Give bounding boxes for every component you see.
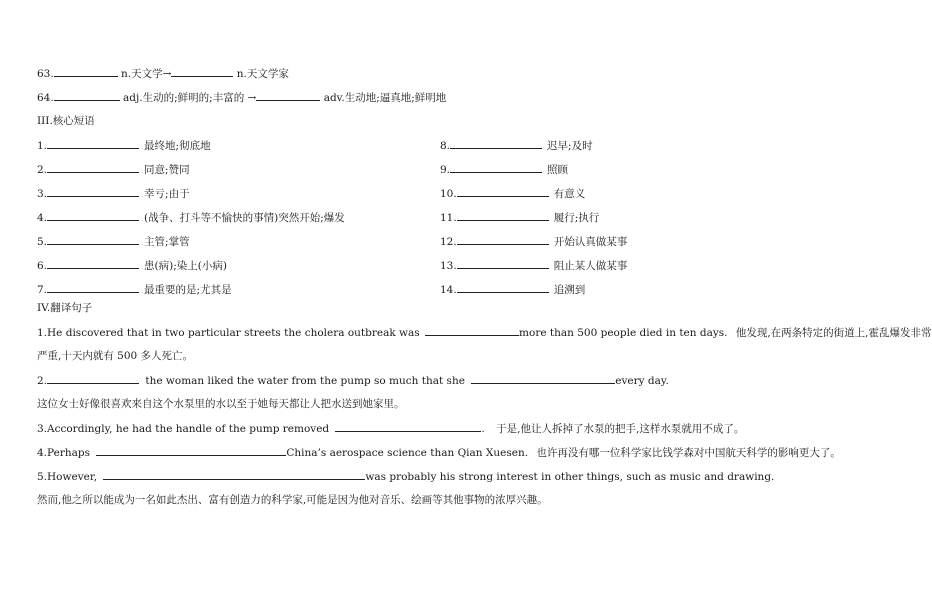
phrase-number: 14.: [440, 284, 457, 296]
sentence-text: 1.He discovered that in two particular streets the cholera outbreak was: [37, 327, 420, 339]
phrase-item: [440, 162, 568, 177]
phrase-item: [440, 186, 585, 201]
answer-blank[interactable]: [47, 258, 139, 269]
answer-blank[interactable]: [457, 234, 549, 245]
phrase-number: 2.: [37, 164, 48, 176]
phrase-item: [37, 162, 190, 177]
phrase-meaning: 开始认真做某事: [553, 236, 628, 248]
phrase-number: 9.: [440, 164, 451, 176]
sentence-text: every day.: [615, 375, 669, 387]
phrase-number: 12.: [440, 236, 457, 248]
phrase-meaning: 最重要的是;尤其是: [144, 284, 232, 296]
answer-blank[interactable]: [471, 373, 615, 384]
answer-blank[interactable]: [103, 469, 365, 480]
sentence-text: 5.However,: [37, 471, 98, 483]
phrase-meaning: 同意;赞同: [144, 164, 190, 176]
sentence-text: more than 500 people died in ten days.: [519, 327, 728, 339]
phrase-number: 6.: [37, 260, 48, 272]
phrase-item: [440, 258, 627, 273]
phrase-number: 4.: [37, 212, 48, 224]
phrase-meaning: 患(病);染上(小病): [144, 260, 227, 272]
phrase-number: 1.: [37, 140, 48, 152]
answer-blank[interactable]: [457, 282, 549, 293]
answer-blank[interactable]: [335, 421, 481, 432]
item-number: 64.: [37, 92, 54, 104]
item-text: adj.生动的;鲜明的;丰富的: [123, 92, 245, 104]
phrase-meaning: 迟早;及时: [547, 140, 593, 152]
phrase-item: [440, 234, 627, 249]
answer-blank[interactable]: [47, 234, 139, 245]
answer-blank[interactable]: [54, 90, 120, 101]
phrase-meaning: 阻止某人做某事: [553, 260, 628, 272]
sentence-translation: 严重,十天内就有 500 多人死亡。: [37, 350, 194, 362]
answer-blank[interactable]: [47, 138, 139, 149]
phrase-meaning: 最终地;彻底地: [144, 140, 211, 152]
sentence-2: [37, 373, 669, 388]
sentence-number: 2.: [37, 375, 48, 387]
answer-blank[interactable]: [47, 186, 139, 197]
section-title: III.核心短语: [37, 115, 95, 127]
answer-blank[interactable]: [47, 282, 139, 293]
sentence-text: the woman liked the water from the pump so much that she: [145, 375, 465, 387]
phrase-number: 5.: [37, 236, 48, 248]
answer-blank[interactable]: [96, 445, 286, 456]
sentence-4: [37, 445, 841, 460]
phrase-meaning: 幸亏;由于: [144, 188, 190, 200]
answer-blank[interactable]: [47, 210, 139, 221]
phrase-item: [440, 282, 585, 297]
answer-blank[interactable]: [450, 162, 542, 173]
item-text: n.天文学家: [236, 68, 289, 80]
sentence-5: [37, 469, 774, 484]
sentence-1: [37, 325, 932, 340]
phrase-number: 11.: [440, 212, 457, 224]
answer-blank[interactable]: [457, 210, 549, 221]
phrase-meaning: 履行;执行: [553, 212, 600, 224]
sentence-text: 3.Accordingly, he had the handle of the pump removed: [37, 423, 330, 435]
phrase-item: [37, 138, 211, 153]
phrase-number: 7.: [37, 284, 48, 296]
phrase-number: 10.: [440, 188, 457, 200]
phrase-meaning: (战争、打斗等不愉快的事情)突然开始;爆发: [144, 212, 345, 224]
sentence-text: 4.Perhaps: [37, 447, 90, 459]
answer-blank[interactable]: [47, 373, 139, 384]
arrow: →: [247, 92, 257, 104]
answer-blank[interactable]: [450, 138, 542, 149]
phrase-meaning: 追溯到: [553, 284, 586, 296]
phrase-item: [37, 234, 190, 249]
phrase-item: [440, 210, 599, 225]
answer-blank[interactable]: [457, 186, 549, 197]
vocab-item-64: [37, 90, 446, 105]
phrase-item: [37, 282, 232, 297]
answer-blank[interactable]: [171, 66, 233, 77]
sentence-text: was probably his strong interest in other things, such as music and drawing.: [365, 471, 775, 483]
phrase-number: 13.: [440, 260, 457, 272]
phrase-item: [37, 258, 227, 273]
item-number: 63.: [37, 68, 54, 80]
sentence-translation: 于是,他让人拆掉了水泵的把手,这样水泵就用不成了。: [496, 423, 745, 435]
phrase-item: [440, 138, 593, 153]
sentence-translation: 这位女士好像很喜欢来自这个水泵里的水以至于她每天都让人把水送到她家里。: [37, 398, 405, 410]
section-title: IV.翻译句子: [37, 302, 93, 314]
phrase-meaning: 有意义: [553, 188, 586, 200]
item-text: n.天文学→: [121, 68, 172, 80]
answer-blank[interactable]: [457, 258, 549, 269]
sentence-translation: 然而,他之所以能成为一名如此杰出、富有创造力的科学家,可能是因为他对音乐、绘画等其他事物的浓厚兴趣。: [37, 494, 548, 506]
sentence-translation: 也许再没有哪一位科学家比钱学森对中国航天科学的影响更大了。: [536, 447, 841, 459]
answer-blank[interactable]: [256, 90, 320, 101]
sentence-translation: 他发现,在两条特定的街道上,霍乱爆发非常: [735, 327, 932, 339]
phrase-item: [37, 186, 190, 201]
vocab-item-63: [37, 66, 289, 81]
phrase-meaning: 照顾: [547, 164, 569, 176]
answer-blank[interactable]: [425, 325, 519, 336]
sentence-text: China’s aerospace science than Qian Xuesen.: [286, 447, 529, 459]
answer-blank[interactable]: [47, 162, 139, 173]
phrase-number: 3.: [37, 188, 48, 200]
sentence-3: [37, 421, 744, 436]
answer-blank[interactable]: [54, 66, 118, 77]
sentence-text: .: [481, 423, 485, 435]
phrase-meaning: 主管;掌管: [144, 236, 190, 248]
phrase-item: [37, 210, 345, 225]
item-text: adv.生动地;逼真地;鲜明地: [323, 92, 447, 104]
phrase-number: 8.: [440, 140, 451, 152]
